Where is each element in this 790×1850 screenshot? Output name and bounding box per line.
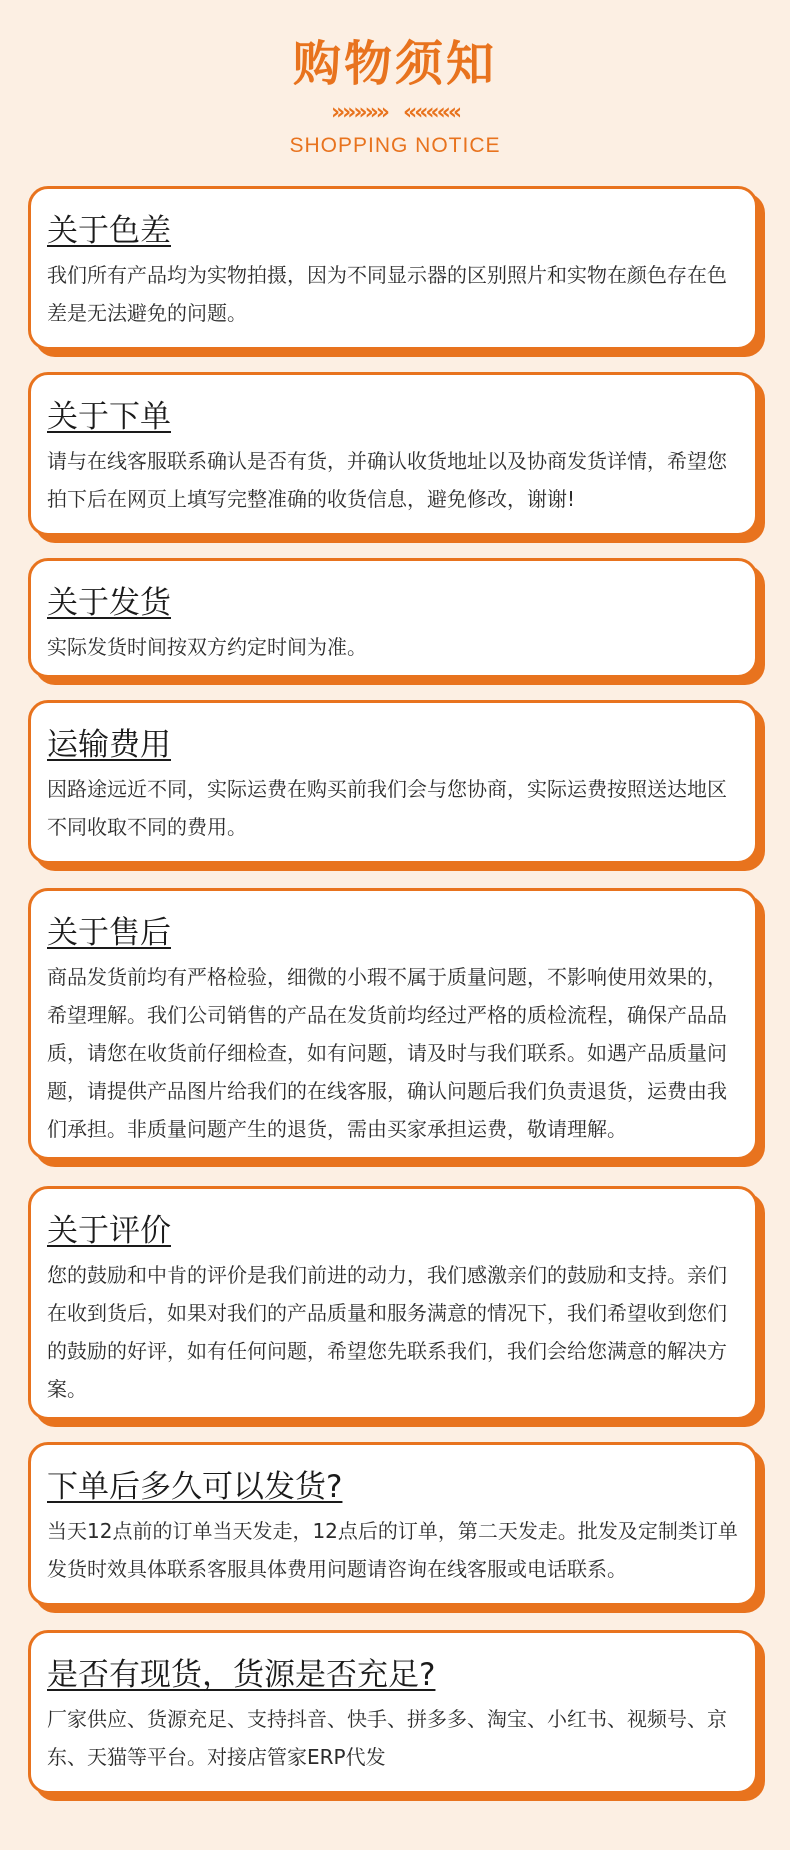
card-body: 商品发货前均有严格检验，细微的小瑕不属于质量问题，不影响使用效果的，希望理解。我们公司销售的产品在发货前均经过严格的质检流程，确保产品品质，请您在收货前仔细检查，如有问题，请及时与我们联系。如遇产品质量问题，请提供产品图片给我们的在线客服，确认问题后我们负责退货，运费由我们承担。非质量问题产生的退货，需由买家承担运费，敬请理解。 — [47, 965, 727, 1141]
notice-card-stock — [28, 1630, 758, 1794]
decorative-arrows — [0, 100, 790, 126]
notice-card-after-sales — [28, 888, 758, 1160]
card-body: 当天12点前的订单当天发走，12点后的订单，第二天发走。批发及定制类订单发货时效具体联系客服具体费用问题请咨询在线客服或电话联系。 — [47, 1519, 738, 1581]
left-arrows-icon: ««««« — [403, 100, 460, 125]
page-title: 购物须知 — [292, 36, 497, 92]
card-body: 厂家供应、货源充足、支持抖音、快手、拼多多、淘宝、小红书、视频号、京东、天猫等平台。对接店管家ERP代发 — [47, 1707, 727, 1769]
page-subtitle: SHOPPING NOTICE — [289, 134, 501, 157]
notice-card-ordering — [28, 372, 758, 536]
card-body: 实际发货时间按双方约定时间为准。 — [47, 635, 367, 659]
card-title: 下单后多久可以发货? — [47, 1469, 343, 1505]
page-header — [0, 0, 790, 175]
card-title: 关于售后 — [47, 915, 171, 951]
card-title: 关于发货 — [47, 585, 171, 621]
notice-card-dispatch-time — [28, 1442, 758, 1606]
notice-card-freight — [28, 700, 758, 864]
card-title: 运输费用 — [47, 727, 171, 763]
notice-card-reviews — [28, 1186, 758, 1420]
card-title: 关于评价 — [47, 1213, 171, 1249]
notice-card-color-difference — [28, 186, 758, 350]
card-title: 关于下单 — [47, 399, 171, 435]
card-body: 因路途远近不同，实际运费在购买前我们会与您协商，实际运费按照送达地区不同收取不同的费用。 — [47, 777, 727, 839]
card-title: 关于色差 — [47, 213, 171, 249]
card-body: 我们所有产品均为实物拍摄，因为不同显示器的区别照片和实物在颜色存在色差是无法避免的问题。 — [47, 263, 727, 325]
card-title: 是否有现货，货源是否充足? — [47, 1657, 436, 1693]
notice-card-shipping — [28, 558, 758, 678]
right-arrows-icon: »»»»» — [330, 100, 387, 125]
card-body: 请与在线客服联系确认是否有货，并确认收货地址以及协商发货详情，希望您拍下后在网页上填写完整准确的收货信息，避免修改，谢谢! — [47, 449, 727, 511]
card-body: 您的鼓励和中肯的评价是我们前进的动力，我们感激亲们的鼓励和支持。亲们在收到货后，如果对我们的产品质量和服务满意的情况下，我们希望收到您们的鼓励的好评，如有任何问题，希望您先联系我们，我们会给您满意的解决方案。 — [47, 1263, 727, 1401]
